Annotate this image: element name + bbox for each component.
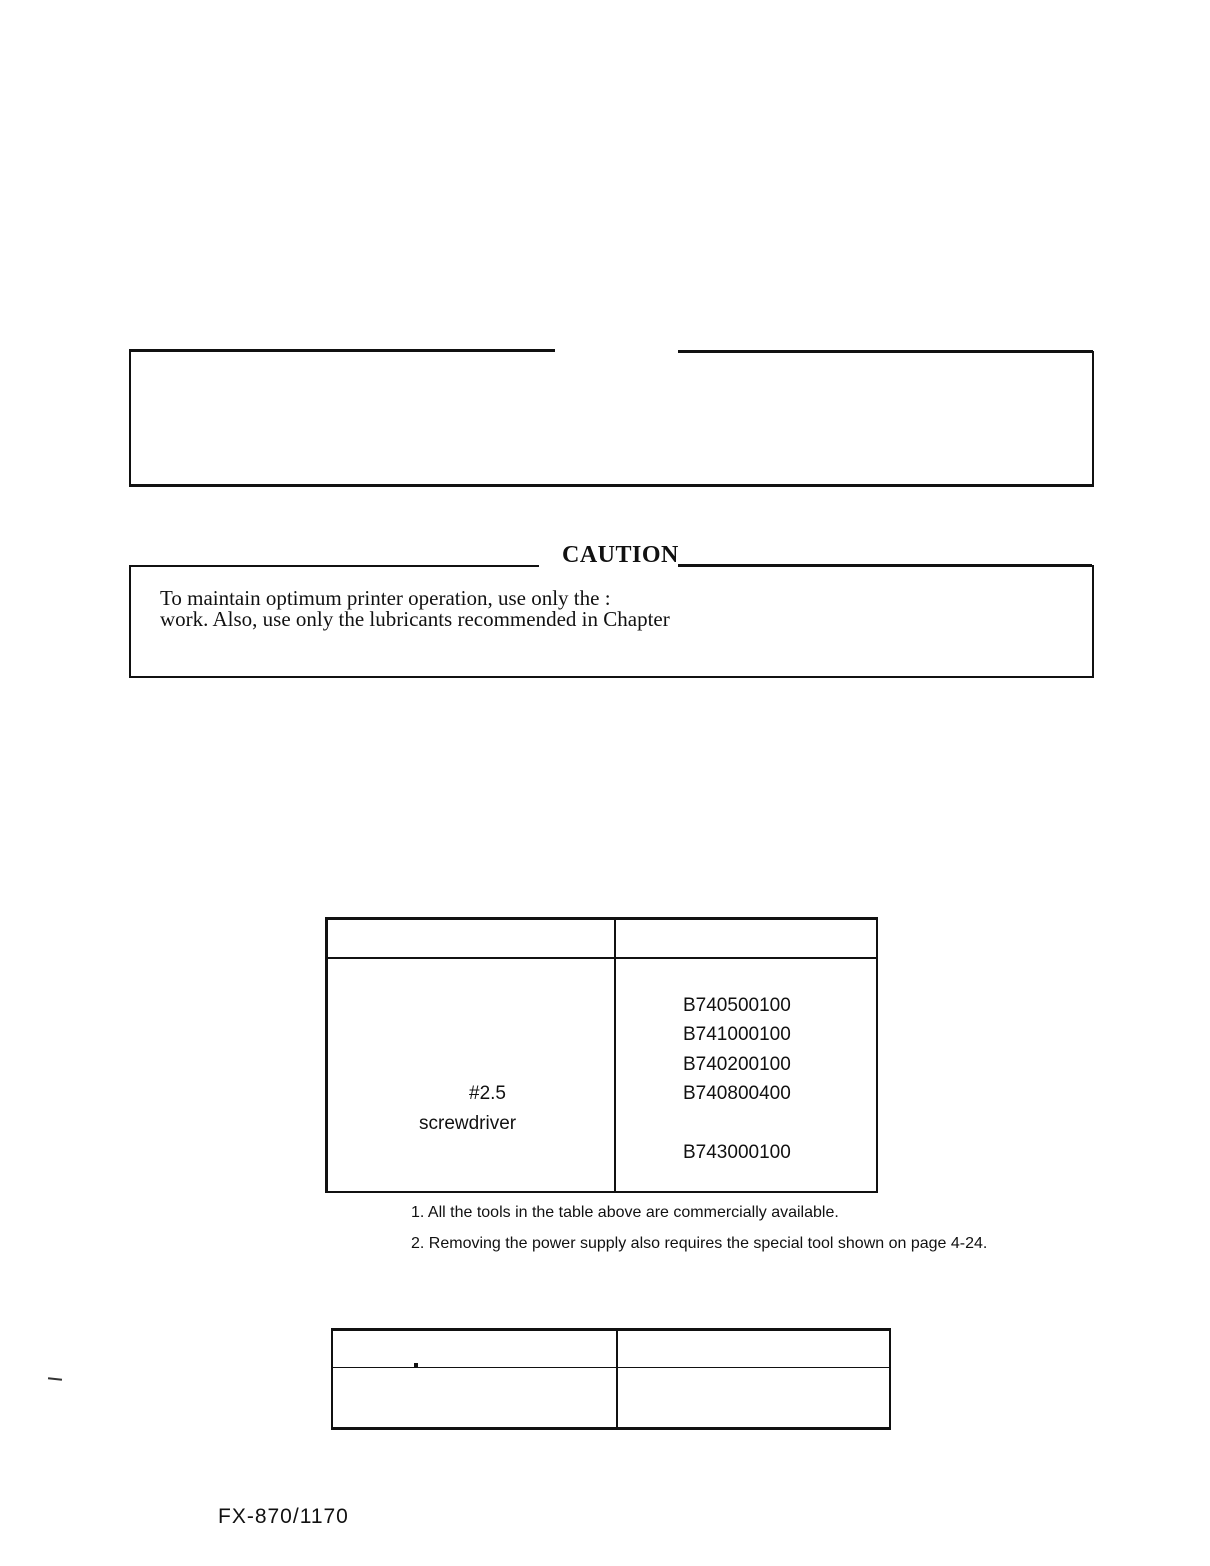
tools-table-part-number: B741000100 bbox=[683, 1024, 791, 1045]
margin-mark bbox=[48, 1377, 62, 1380]
tools-table-tool-name: #2.5 bbox=[469, 1083, 506, 1104]
footer-model: FX-870/1170 bbox=[218, 1505, 349, 1528]
tools-table-note-1: 1. All the tools in the table above are commercially available. bbox=[411, 1204, 839, 1221]
tools-table-part-number: B740500100 bbox=[683, 995, 791, 1016]
caution-text-line-1: To maintain optimum printer operation, use only the : bbox=[160, 586, 611, 610]
lubricant-table bbox=[331, 1328, 891, 1430]
lubricant-table-header-rule bbox=[333, 1367, 889, 1368]
caution-text-line-2: work. Also, use only the lubricants recommended in Chapter bbox=[160, 607, 670, 631]
tools-table-part-number: B740800400 bbox=[683, 1083, 791, 1104]
tools-table-note-2: 2. Removing the power supply also requires the special tool shown on page 4-24. bbox=[411, 1235, 988, 1252]
tools-table-header-rule bbox=[327, 957, 878, 959]
tools-table-tool-name: screwdriver bbox=[419, 1113, 517, 1134]
tools-table-part-number: B743000100 bbox=[683, 1142, 791, 1163]
caution-title: CAUTION bbox=[562, 542, 679, 568]
lubricant-table-dot-mark bbox=[414, 1363, 418, 1367]
tools-table-part-number: B740200100 bbox=[683, 1054, 791, 1075]
warning-box bbox=[129, 351, 1094, 487]
tools-table-column-divider bbox=[614, 919, 616, 1193]
lubricant-table-column-divider bbox=[616, 1330, 618, 1428]
